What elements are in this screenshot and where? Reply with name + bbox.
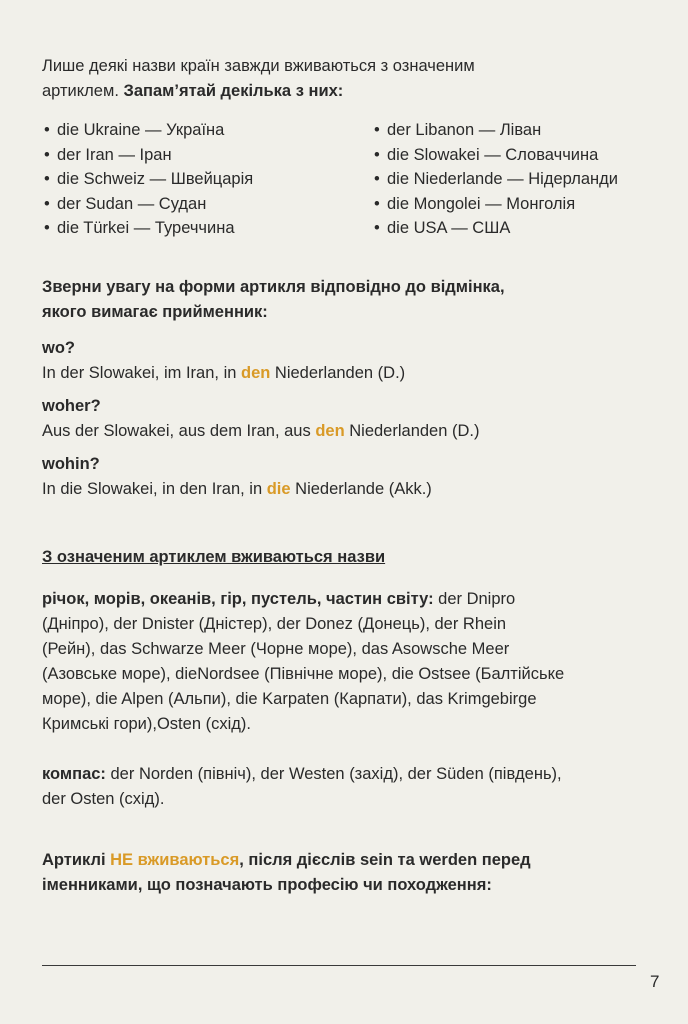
intro-emphasis: Запам’ятай декілька з них: (123, 82, 344, 100)
highlighted-article: den (315, 422, 345, 440)
example-text: In der Slowakei, im Iran, in (42, 364, 241, 382)
note-text: Артиклі (42, 851, 111, 869)
question-woher (42, 394, 682, 444)
question-label: woher? (42, 397, 101, 415)
note-text: , після дієслів sein та werden перед (239, 851, 531, 869)
list-item: • die Schweiz — Швейцарія (44, 167, 253, 192)
highlighted-article: den (241, 364, 271, 382)
intro-line-2: артиклем. (42, 82, 124, 100)
example-text: Niederlanden (D.) (270, 364, 406, 382)
compass-paragraph (42, 762, 682, 812)
list-item: • die Mongolei — Монголія (374, 192, 618, 217)
intro-line-1: Лише деякі назви країн завжди вживаються з означеним (42, 57, 475, 75)
names-categories: річок, морів, океанів, гір, пустель, частин світу: (42, 590, 434, 608)
attention-line-2: якого вимагає прийменник: (42, 303, 268, 321)
compass-label: компас: (42, 765, 106, 783)
names-text: море), die Alpen (Альпи), die Karpaten (Карпати), das Krimgebirge (42, 690, 537, 708)
countries-list-left (44, 118, 253, 241)
example-text: Niederlande (Akk.) (290, 480, 432, 498)
list-item: • die Ukraine — Україна (44, 118, 253, 143)
intro-paragraph (42, 54, 682, 104)
compass-text: der Norden (північ), der Westen (захід), der Süden (південь), (105, 765, 562, 783)
list-item: • der Iran — Іран (44, 143, 253, 168)
page-number: 7 (650, 972, 660, 991)
footer-divider (42, 965, 636, 966)
list-item: • die Niederlande — Нідерланди (374, 167, 618, 192)
names-text: Кримські гори),Osten (схід). (42, 715, 251, 733)
list-item: • der Sudan — Судан (44, 192, 253, 217)
names-text: der Dnipro (433, 590, 516, 608)
names-text: (Дніпро), der Dnister (Дністер), der Donez (Донець), der Rhein (42, 615, 507, 633)
names-text: (Азовське море), dieNordsee (Північне море), die Ostsee (Балтійське (42, 665, 565, 683)
section-heading-text: З означеним артиклем вживаються назви (42, 548, 386, 566)
example-text: Niederlanden (D.) (344, 422, 480, 440)
compass-text: der Osten (схід). (42, 790, 165, 808)
articles-note (42, 848, 682, 898)
note-highlight: НЕ вживаються (110, 851, 240, 869)
attention-heading (42, 275, 682, 325)
example-text: Aus der Slowakei, aus dem Iran, aus (42, 422, 316, 440)
list-item: • der Libanon — Ліван (374, 118, 618, 143)
question-label: wohin? (42, 455, 100, 473)
question-wo (42, 336, 682, 386)
note-text: іменниками, що позначають професію чи походження: (42, 876, 492, 894)
names-paragraph (42, 587, 682, 737)
list-item: • die Slowakei — Словаччина (374, 143, 618, 168)
list-item: • die Türkei — Туреччина (44, 216, 253, 241)
section-heading (42, 545, 682, 570)
question-label: wo? (42, 339, 75, 357)
attention-line-1: Зверни увагу на форми артикля відповідно до відмінка, (42, 278, 505, 296)
question-wohin (42, 452, 682, 502)
countries-list-right (374, 118, 618, 241)
names-text: (Рейн), das Schwarze Meer (Чорне море), das Asowsche Meer (42, 640, 510, 658)
example-text: In die Slowakei, in den Iran, in (42, 480, 267, 498)
list-item: • die USA — США (374, 216, 618, 241)
highlighted-article: die (266, 480, 291, 498)
